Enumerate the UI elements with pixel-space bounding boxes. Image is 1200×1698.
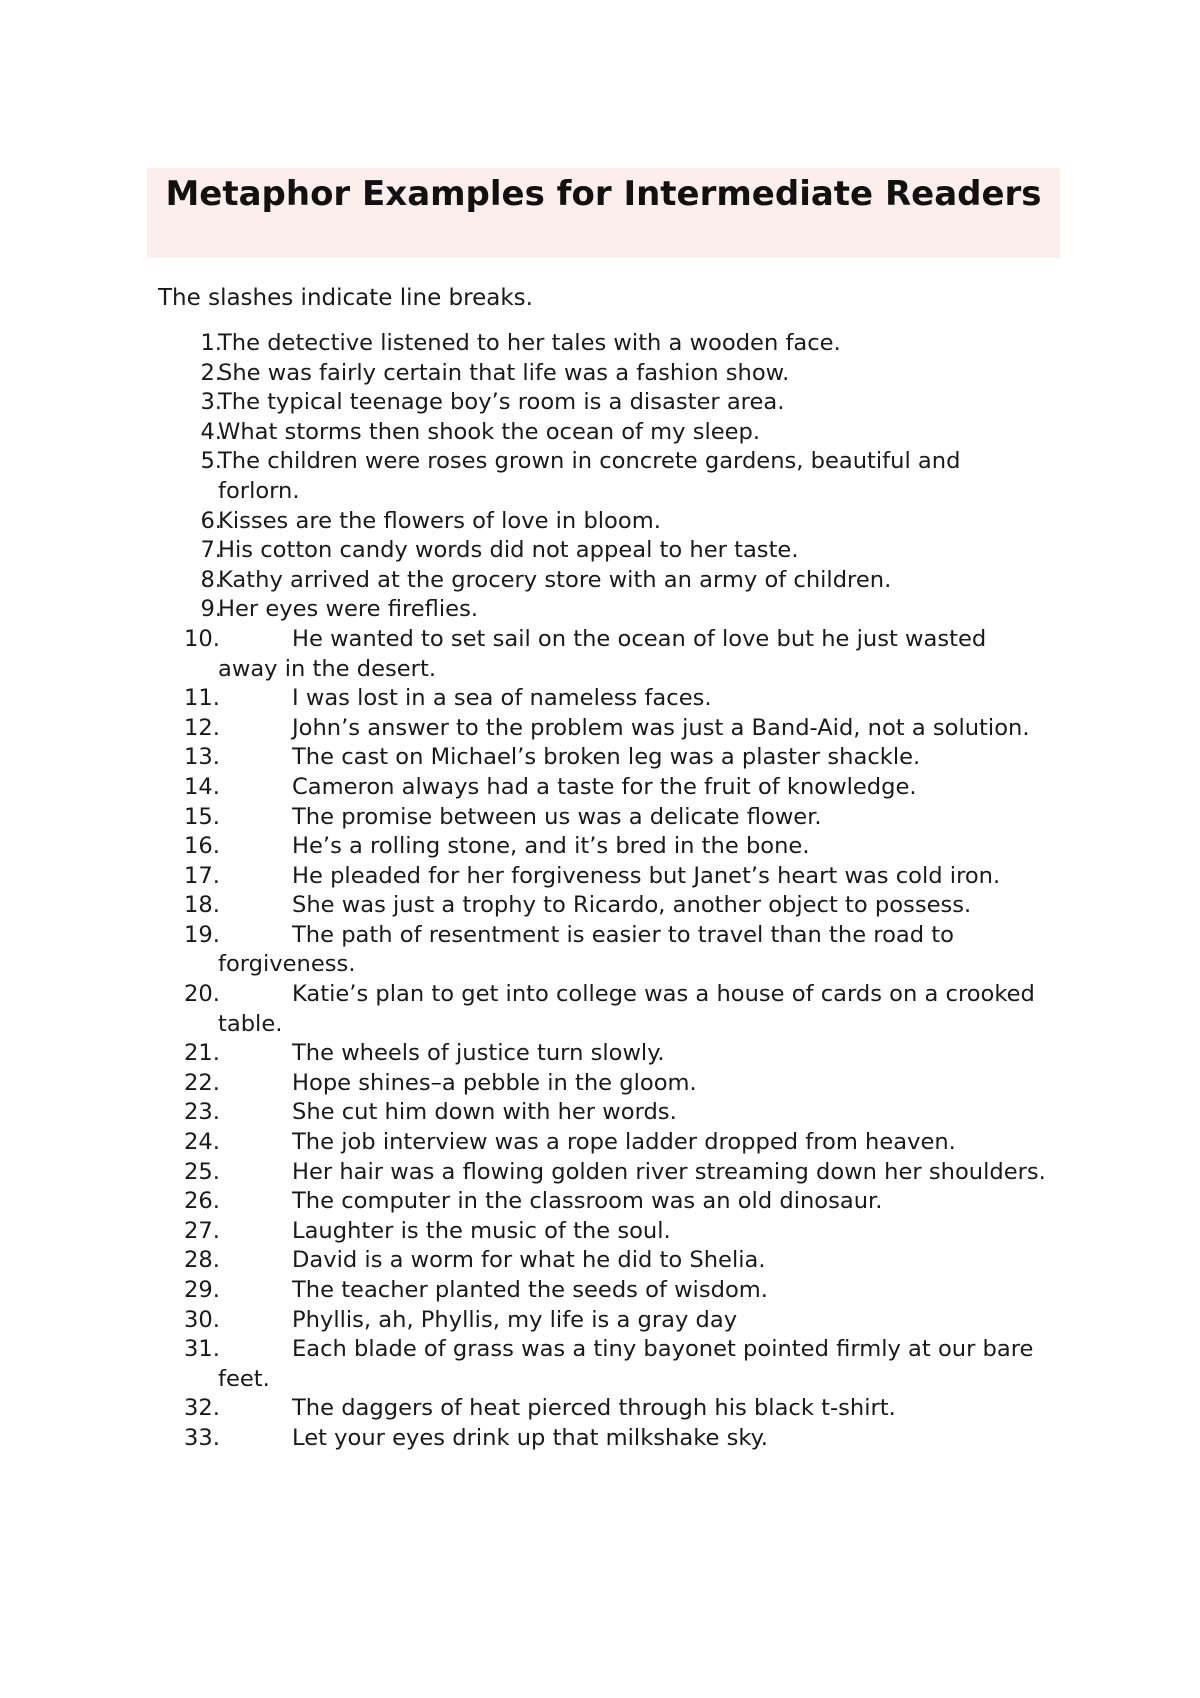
item-number: 32. xyxy=(184,1395,220,1422)
item-number: 31. xyxy=(184,1336,220,1363)
list-item xyxy=(0,1158,1200,1188)
item-number: 16. xyxy=(184,833,220,860)
item-text: Her hair was a flowing golden river streaming down her shoulders. xyxy=(292,1158,1046,1185)
item-text: Kisses are the flowers of love in bloom. xyxy=(218,507,661,534)
item-number: 4. xyxy=(200,418,222,445)
item-text: The cast on Michael’s broken leg was a plaster shackle. xyxy=(292,744,921,771)
list-item xyxy=(0,1128,1200,1158)
item-number: 13. xyxy=(184,744,220,771)
list-item xyxy=(0,1246,1200,1276)
item-text: The typical teenage boy’s room is a disaster area. xyxy=(218,389,785,416)
list-item xyxy=(0,1039,1200,1069)
list-item xyxy=(0,862,1200,892)
item-text: Each blade of grass was a tiny bayonet pointed firmly at our bare feet. xyxy=(218,1336,1034,1392)
list-item xyxy=(0,891,1200,921)
item-text: She cut him down with her words. xyxy=(292,1099,677,1126)
item-number: 9. xyxy=(200,596,222,623)
list-item xyxy=(0,1187,1200,1217)
item-number: 26. xyxy=(184,1188,220,1215)
item-number: 2. xyxy=(200,359,222,386)
item-number: 23. xyxy=(184,1099,220,1126)
list-item xyxy=(0,684,1200,714)
list-item xyxy=(0,803,1200,833)
list-item xyxy=(0,359,1200,389)
list-item xyxy=(0,921,1200,980)
item-text: The wheels of justice turn slowly. xyxy=(292,1040,665,1067)
item-number: 27. xyxy=(184,1217,220,1244)
list-item xyxy=(0,773,1200,803)
item-number: 11. xyxy=(184,685,220,712)
item-text: Hope shines–a pebble in the gloom. xyxy=(292,1069,697,1096)
item-number: 28. xyxy=(184,1247,220,1274)
item-text: David is a worm for what he did to Shelia. xyxy=(292,1247,766,1274)
item-text: Phyllis, ah, Phyllis, my life is a gray day xyxy=(292,1306,738,1333)
item-number: 25. xyxy=(184,1158,220,1185)
item-text: She was just a trophy to Ricardo, another object to possess. xyxy=(292,892,972,919)
item-text: The children were roses grown in concrete gardens, beautiful and forlorn. xyxy=(218,448,961,504)
item-number: 15. xyxy=(184,803,220,830)
item-text: The path of resentment is easier to travel than the road to forgiveness. xyxy=(218,921,954,978)
item-text: Cameron always had a taste for the fruit of knowledge. xyxy=(292,773,917,800)
item-text: The job interview was a rope ladder dropped from heaven. xyxy=(292,1129,956,1156)
item-number: 22. xyxy=(184,1069,220,1096)
list-item xyxy=(0,1069,1200,1099)
item-text: The daggers of heat pierced through his black t-shirt. xyxy=(292,1395,896,1422)
item-text: The promise between us was a delicate flower. xyxy=(292,803,822,830)
item-text: The detective listened to her tales with a wooden face. xyxy=(218,330,841,356)
list-item xyxy=(0,388,1200,418)
list-item xyxy=(0,832,1200,862)
item-number: 12. xyxy=(184,714,220,741)
list-item xyxy=(0,418,1200,448)
item-text: Kathy arrived at the grocery store with an army of children. xyxy=(218,566,892,593)
item-text: He pleaded for her forgiveness but Janet’s heart was cold iron. xyxy=(292,862,1001,889)
item-text: His cotton candy words did not appeal to her taste. xyxy=(218,537,799,564)
item-text: Her eyes were fireflies. xyxy=(218,596,479,623)
item-number: 33. xyxy=(184,1424,220,1451)
metaphor-list xyxy=(0,329,1200,1454)
list-item xyxy=(0,714,1200,744)
list-item xyxy=(0,1424,1200,1454)
list-item xyxy=(0,1335,1200,1394)
item-number: 24. xyxy=(184,1129,220,1156)
list-item xyxy=(0,743,1200,773)
item-text: She was fairly certain that life was a fashion show. xyxy=(218,359,790,386)
item-text: The computer in the classroom was an old dinosaur. xyxy=(292,1188,883,1215)
list-item xyxy=(0,447,1200,506)
item-text: Let your eyes drink up that milkshake sky. xyxy=(292,1424,768,1451)
item-text: He’s a rolling stone, and it’s bred in the bone. xyxy=(292,833,810,860)
item-text: Katie’s plan to get into college was a house of cards on a crooked table. xyxy=(218,981,1035,1037)
list-item xyxy=(0,329,1200,359)
list-item xyxy=(0,566,1200,596)
item-number: 19. xyxy=(184,921,220,948)
intro-text: The slashes indicate line breaks. xyxy=(158,285,533,311)
list-item xyxy=(0,536,1200,566)
list-item xyxy=(0,625,1200,684)
item-number: 29. xyxy=(184,1277,220,1303)
item-text: The teacher planted the seeds of wisdom. xyxy=(292,1277,768,1303)
list-item xyxy=(0,1217,1200,1247)
item-number: 1. xyxy=(200,330,222,356)
item-number: 17. xyxy=(184,862,220,889)
item-text: Laughter is the music of the soul. xyxy=(292,1217,671,1244)
item-number: 14. xyxy=(184,773,220,800)
title-banner xyxy=(147,168,1060,258)
item-text: What storms then shook the ocean of my sleep. xyxy=(218,418,761,445)
item-text: I was lost in a sea of nameless faces. xyxy=(292,685,712,712)
item-number: 30. xyxy=(184,1306,220,1333)
list-item xyxy=(0,980,1200,1039)
list-item xyxy=(0,1306,1200,1336)
item-number: 21. xyxy=(184,1040,220,1067)
item-number: 7. xyxy=(200,537,222,564)
item-number: 8. xyxy=(200,566,222,593)
page-title: Metaphor Examples for Intermediate Readers xyxy=(165,174,1042,214)
list-item xyxy=(0,1276,1200,1306)
item-number: 10. xyxy=(184,625,220,652)
item-text: He wanted to set sail on the ocean of love but he just wasted away in the desert. xyxy=(218,625,987,682)
item-number: 6. xyxy=(200,507,222,534)
item-number: 20. xyxy=(184,981,220,1008)
item-number: 18. xyxy=(184,892,220,919)
list-item xyxy=(0,1394,1200,1424)
list-item xyxy=(0,595,1200,625)
item-number: 5. xyxy=(200,448,222,475)
list-item xyxy=(0,507,1200,537)
item-text: John’s answer to the problem was just a Band-Aid, not a solution. xyxy=(292,714,1030,741)
item-number: 3. xyxy=(200,389,222,416)
list-item xyxy=(0,1098,1200,1128)
